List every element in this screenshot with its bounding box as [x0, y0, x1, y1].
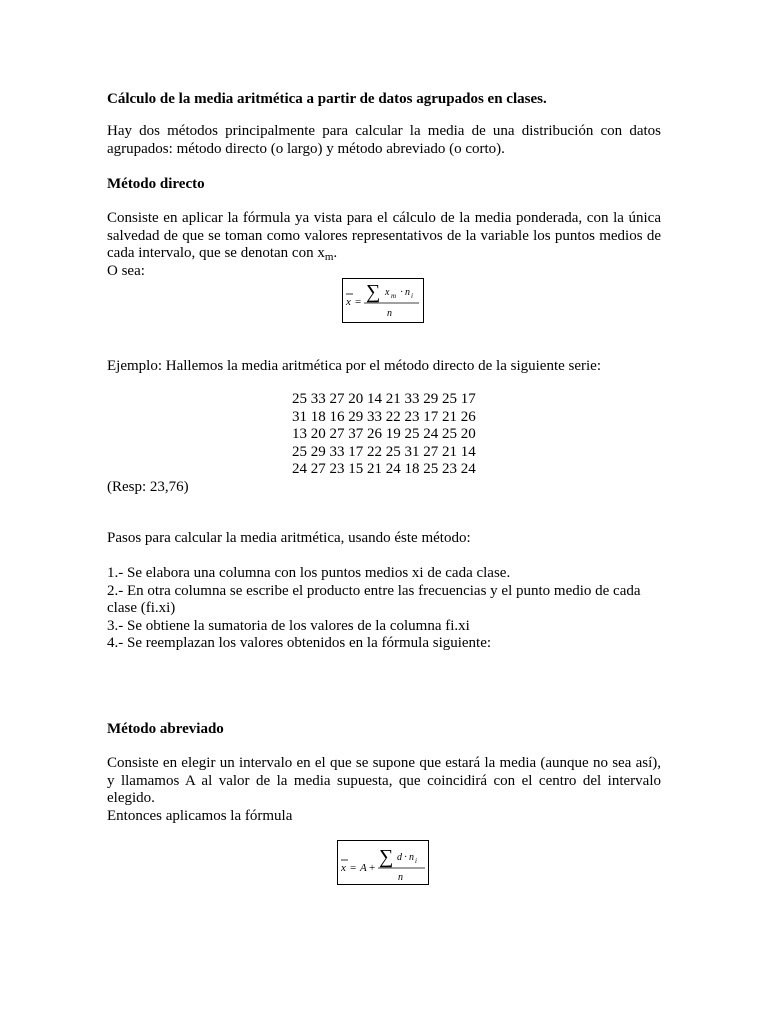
- metodo-directo-line-3-period: .: [333, 245, 338, 261]
- formula-abreviado-n-sub: i: [415, 857, 417, 865]
- formula-abreviado-d: d: [397, 852, 402, 863]
- formula-directo-denominator: n: [387, 308, 392, 319]
- ejemplo-text: Ejemplo: Hallemos la media aritmética por el método directo de la siguiente serie:: [107, 358, 601, 374]
- formula-abreviado-plus: +: [369, 862, 376, 874]
- formula-abreviado-dot: ·: [404, 852, 408, 863]
- formula-media-abreviado: [337, 840, 429, 885]
- pasos-list: [107, 565, 661, 653]
- metodo-directo-line-2: salvedad de que se toman como valores representativos de la variable los puntos medios de: [107, 227, 661, 244]
- xm-subscript: m: [324, 251, 334, 263]
- metodo-abreviado-line-2: y llamamos A al valor de la media supuesta, que coincidirá con el centro del intervalo: [107, 772, 661, 789]
- formula-directo-n-sub: i: [411, 292, 413, 300]
- paso-2-line-2: clase (fi.xi): [107, 600, 176, 616]
- paso-3: 3.- Se obtiene la sumatoria de los valores de la columna fi.xi: [107, 617, 470, 634]
- paso-1: 1.- Se elabora una columna con los puntos medios xi de cada clase.: [107, 565, 511, 581]
- data-series: [292, 391, 492, 479]
- formula-abreviado-sigma: ∑: [379, 846, 394, 868]
- document-page: [107, 0, 661, 1024]
- formula-media-directo: [342, 278, 424, 323]
- formula-directo-sigma: ∑: [366, 281, 381, 303]
- formula-directo-equals: =: [355, 296, 362, 308]
- formula-directo-x: x: [385, 287, 390, 298]
- intro-paragraph: [107, 123, 661, 158]
- resp-text: (Resp: 23,76): [107, 479, 189, 495]
- metodo-abreviado-line-3: elegido.: [107, 790, 155, 806]
- series-row-4: 25 29 33 17 22 25 31 27 21 14: [292, 443, 476, 460]
- formula-abreviado-denominator: n: [398, 872, 403, 883]
- entonces-line: Entonces aplicamos la fórmula: [107, 807, 293, 824]
- series-row-2: 31 18 16 29 33 22 23 17 21 26: [292, 408, 476, 425]
- metodo-abreviado-line-1: Consiste en elegir un intervalo en el que se supone que estará la media (aunque no sea así),: [107, 755, 661, 771]
- formula-directo-xbar: x: [346, 296, 351, 308]
- formula-directo-dot: ·: [400, 287, 404, 298]
- formula-abreviado-xbar: x: [341, 862, 346, 874]
- heading-metodo-abreviado: Método abreviado: [107, 721, 224, 737]
- series-row-3: 13 20 27 37 26 19 25 24 25 20: [292, 426, 476, 442]
- pasos-intro: Pasos para calcular la media aritmética, usando éste método:: [107, 530, 471, 546]
- metodo-abreviado-paragraph: [107, 755, 661, 825]
- intro-line-2: agrupados: método directo (o largo) y método abreviado (o corto).: [107, 140, 505, 157]
- formula-abreviado-equals: =: [350, 862, 357, 874]
- document-title: Cálculo de la media aritmética a partir de datos agrupados en clases.: [107, 91, 547, 107]
- formula-abreviado-a: A: [360, 862, 367, 874]
- intro-line-1: Hay dos métodos principalmente para calcular la media de una distribución con datos: [107, 123, 661, 139]
- o-sea-label: O sea:: [107, 262, 145, 279]
- metodo-directo-paragraph: [107, 210, 661, 280]
- heading-metodo-directo: Método directo: [107, 176, 205, 192]
- series-row-1: 25 33 27 20 14 21 33 29 25 17: [292, 391, 476, 407]
- metodo-directo-line-3-text: cada intervalo, que se denotan con x: [107, 245, 325, 261]
- formula-directo-x-sub: m: [391, 292, 397, 300]
- series-row-5: 24 27 23 15 21 24 18 25 23 24: [292, 461, 476, 477]
- paso-2-line-1: 2.- En otra columna se escribe el producto entre las frecuencias y el punto medio de cada: [107, 582, 641, 599]
- metodo-directo-line-3: [107, 245, 661, 263]
- paso-4: 4.- Se reemplazan los valores obtenidos en la fórmula siguiente:: [107, 635, 492, 651]
- metodo-directo-line-1: Consiste en aplicar la fórmula ya vista para el cálculo de la media ponderada, con la única: [107, 210, 661, 226]
- formula-directo-n: n: [405, 287, 410, 298]
- formula-abreviado-n: n: [409, 852, 414, 863]
